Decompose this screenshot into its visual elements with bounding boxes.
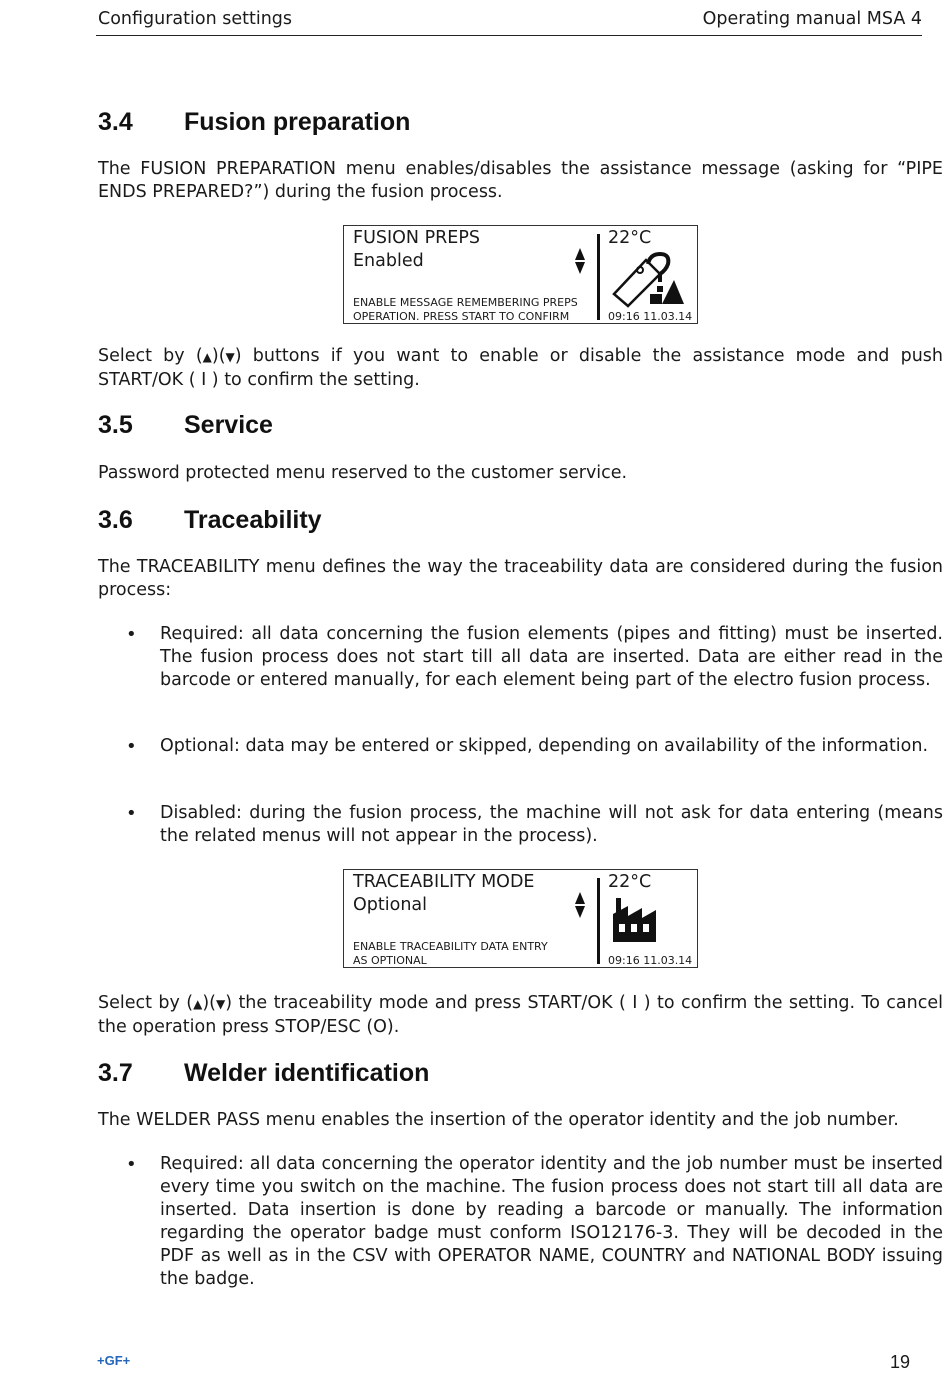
paragraph-service: Password protected menu reserved to the customer service. xyxy=(98,463,628,483)
display-menu-value: Enabled xyxy=(353,251,424,271)
down-arrow-icon: ▼ xyxy=(215,997,226,1011)
gf-logo: +GF+ xyxy=(97,1353,131,1368)
section-heading-3-6 xyxy=(98,506,322,535)
display-divider xyxy=(597,878,600,964)
bullet-icon: • xyxy=(126,803,137,824)
section-title: Traceability xyxy=(184,506,322,534)
section-title: Welder identification xyxy=(184,1059,430,1087)
bullet-icon: • xyxy=(126,736,137,757)
text-fragment: Select by ( xyxy=(98,346,203,366)
display-temperature: 22°C xyxy=(608,872,652,892)
up-down-arrow-icon xyxy=(574,892,586,918)
text-fragment: )( xyxy=(202,993,216,1013)
text-fragment: ) buttons if you want to enable or disable the assistance mode and push START/OK ( I ) to confirm the setting. xyxy=(98,346,944,390)
text-fragment: )( xyxy=(211,346,226,366)
text-fragment: ) the traceability mode and press START/OK ( I ) to confirm the setting. To cancel the operation press STOP/ESC (O). xyxy=(98,993,943,1037)
section-heading-3-7 xyxy=(98,1059,429,1088)
up-arrow-icon: ▲ xyxy=(193,997,203,1011)
display-temperature: 22°C xyxy=(608,228,652,248)
section-number: 3.4 xyxy=(98,108,133,136)
section-heading-3-5 xyxy=(98,411,273,440)
list-item-text: Required: all data concerning the fusion elements (pipes and fitting) must be inserted. The fusion process does not start till all data are inserted. Data are either read in the barcode or entered manually, for each element being part of the electro fusion process. xyxy=(160,624,943,690)
display-menu-value: Optional xyxy=(353,895,427,915)
display-help-line: AS OPTIONAL xyxy=(353,954,427,967)
up-arrow-icon: ▲ xyxy=(202,350,212,364)
display-help-line: OPERATION. PRESS START TO CONFIRM xyxy=(353,310,570,323)
list-item-text: Required: all data concerning the operator identity and the job number must be inserted every time you switch on the machine. The fusion process does not start till all data are inserted. Data insertion is done by reading a barcode or manually. The information regarding the operator badge must conform ISO12176-3. They will be decoded in the PDF as well as in the CSV with OPERATOR NAME, COUNTRY and NATIONAL BODY issuing the badge. xyxy=(160,1154,943,1289)
section-heading-3-4 xyxy=(98,108,410,137)
display-help-line: ENABLE TRACEABILITY DATA ENTRY xyxy=(353,940,548,953)
header-manual-title: Operating manual MSA 4 xyxy=(702,9,922,29)
factory-icon xyxy=(610,894,670,944)
paragraph-fusion-select xyxy=(98,345,943,392)
page-number: 19 xyxy=(889,1352,910,1372)
up-down-arrow-icon xyxy=(574,248,586,274)
list-item-text: Optional: data may be entered or skipped, depending on availability of the information. xyxy=(160,736,929,756)
display-help-message xyxy=(353,296,578,324)
display-help-message xyxy=(353,940,548,968)
list-item-text: Disabled: during the fusion process, the machine will not ask for data entering (means the related menus will not appear in the process). xyxy=(160,803,943,846)
section-number: 3.5 xyxy=(98,411,133,439)
display-divider xyxy=(597,234,600,320)
fusion-preps-icon xyxy=(610,250,686,308)
paragraph-traceability-intro: The TRACEABILITY menu defines the way the traceability data are considered during the fusion process: xyxy=(98,557,943,600)
display-timestamp: 09:16 11.03.14 xyxy=(608,954,693,967)
paragraph-fusion-intro: The FUSION PREPARATION menu enables/disables the assistance message (asking for “PIPE ENDS PREPARED?”) during the fusion process. xyxy=(98,159,943,202)
bullet-icon: • xyxy=(126,1154,137,1175)
down-arrow-icon: ▼ xyxy=(225,350,235,364)
page-header xyxy=(96,9,922,36)
display-menu-title: FUSION PREPS xyxy=(353,228,481,248)
paragraph-welder-intro: The WELDER PASS menu enables the insertion of the operator identity and the job number. xyxy=(98,1110,899,1130)
bullet-icon: • xyxy=(126,624,137,645)
display-help-line: ENABLE MESSAGE REMEMBERING PREPS xyxy=(353,296,578,309)
lcd-display-fusion-preps xyxy=(343,225,698,324)
display-timestamp: 09:16 11.03.14 xyxy=(608,310,693,323)
section-title: Fusion preparation xyxy=(184,108,411,136)
section-title: Service xyxy=(184,411,273,439)
header-section-title: Configuration settings xyxy=(98,9,293,29)
lcd-display-traceability xyxy=(343,869,698,968)
section-number: 3.6 xyxy=(98,506,133,534)
text-fragment: Select by ( xyxy=(98,993,194,1013)
paragraph-traceability-select xyxy=(98,992,943,1039)
display-menu-title: TRACEABILITY MODE xyxy=(353,872,535,892)
section-number: 3.7 xyxy=(98,1059,133,1087)
